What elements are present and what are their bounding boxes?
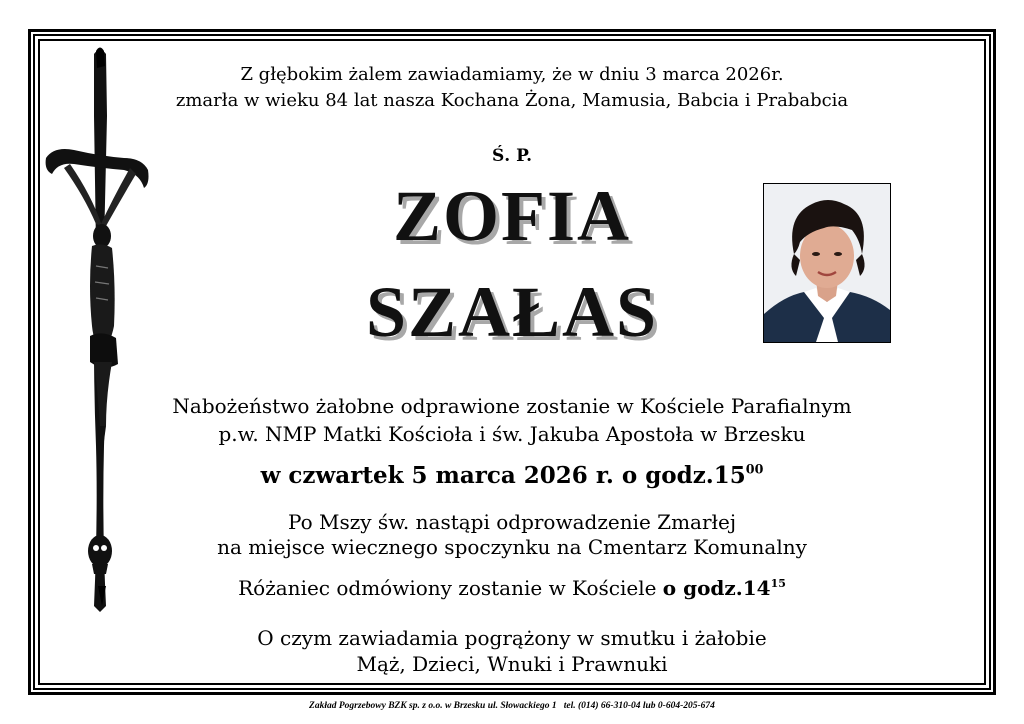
funeral-date bbox=[0, 462, 1024, 489]
closing-line-2: Mąż, Dzieci, Wnuki i Prawnuki bbox=[356, 652, 668, 676]
footer-company: Zakład Pogrzebowy BZK sp. z o.o. w Brzesku ul. Słowackiego 1 bbox=[309, 701, 557, 711]
honorific: Ś. P. bbox=[491, 146, 532, 166]
footer-phone: tel. (014) 66-310-04 lub 0-604-205-674 bbox=[563, 701, 715, 711]
rosary-line bbox=[0, 576, 1024, 600]
footer bbox=[0, 701, 1024, 711]
funeral-date-text: w czwartek 5 marca 2026 r. o godz.15 bbox=[260, 462, 746, 489]
funeral-minutes: 00 bbox=[745, 461, 764, 477]
rosary-text: Różaniec odmówiony zostanie w Kościele bbox=[238, 576, 663, 600]
rosary-time: o godz.14 bbox=[662, 576, 771, 600]
procession-line-1: Po Mszy św. nastąpi odprowadzenie Zmarłej bbox=[287, 510, 737, 534]
service-line-1: Nabożeństwo żałobne odprawione zostanie w Kościele Parafialnym bbox=[172, 394, 852, 418]
rosary-minutes: 15 bbox=[770, 576, 786, 590]
closing-line-1: O czym zawiadamia pogrążony w smutku i żałobie bbox=[257, 626, 767, 650]
procession-line-2: na miejsce wiecznego spoczynku na Cmentarz Komunalny bbox=[217, 535, 807, 559]
intro-line-1: Z głębokim żalem zawiadamiamy, że w dniu 3 marca 2026r. bbox=[240, 64, 784, 85]
intro-line-2: zmarła w wieku 84 lat nasza Kochana Żona, Mamusia, Babcia i Prababcia bbox=[175, 90, 849, 111]
service-line-2: p.w. NMP Matki Kościoła i św. Jakuba Apostoła w Brzesku bbox=[218, 422, 806, 446]
last-name: SZAŁAS bbox=[365, 272, 659, 352]
first-name: ZOFIA bbox=[392, 176, 632, 256]
portrait-photo bbox=[763, 183, 891, 343]
